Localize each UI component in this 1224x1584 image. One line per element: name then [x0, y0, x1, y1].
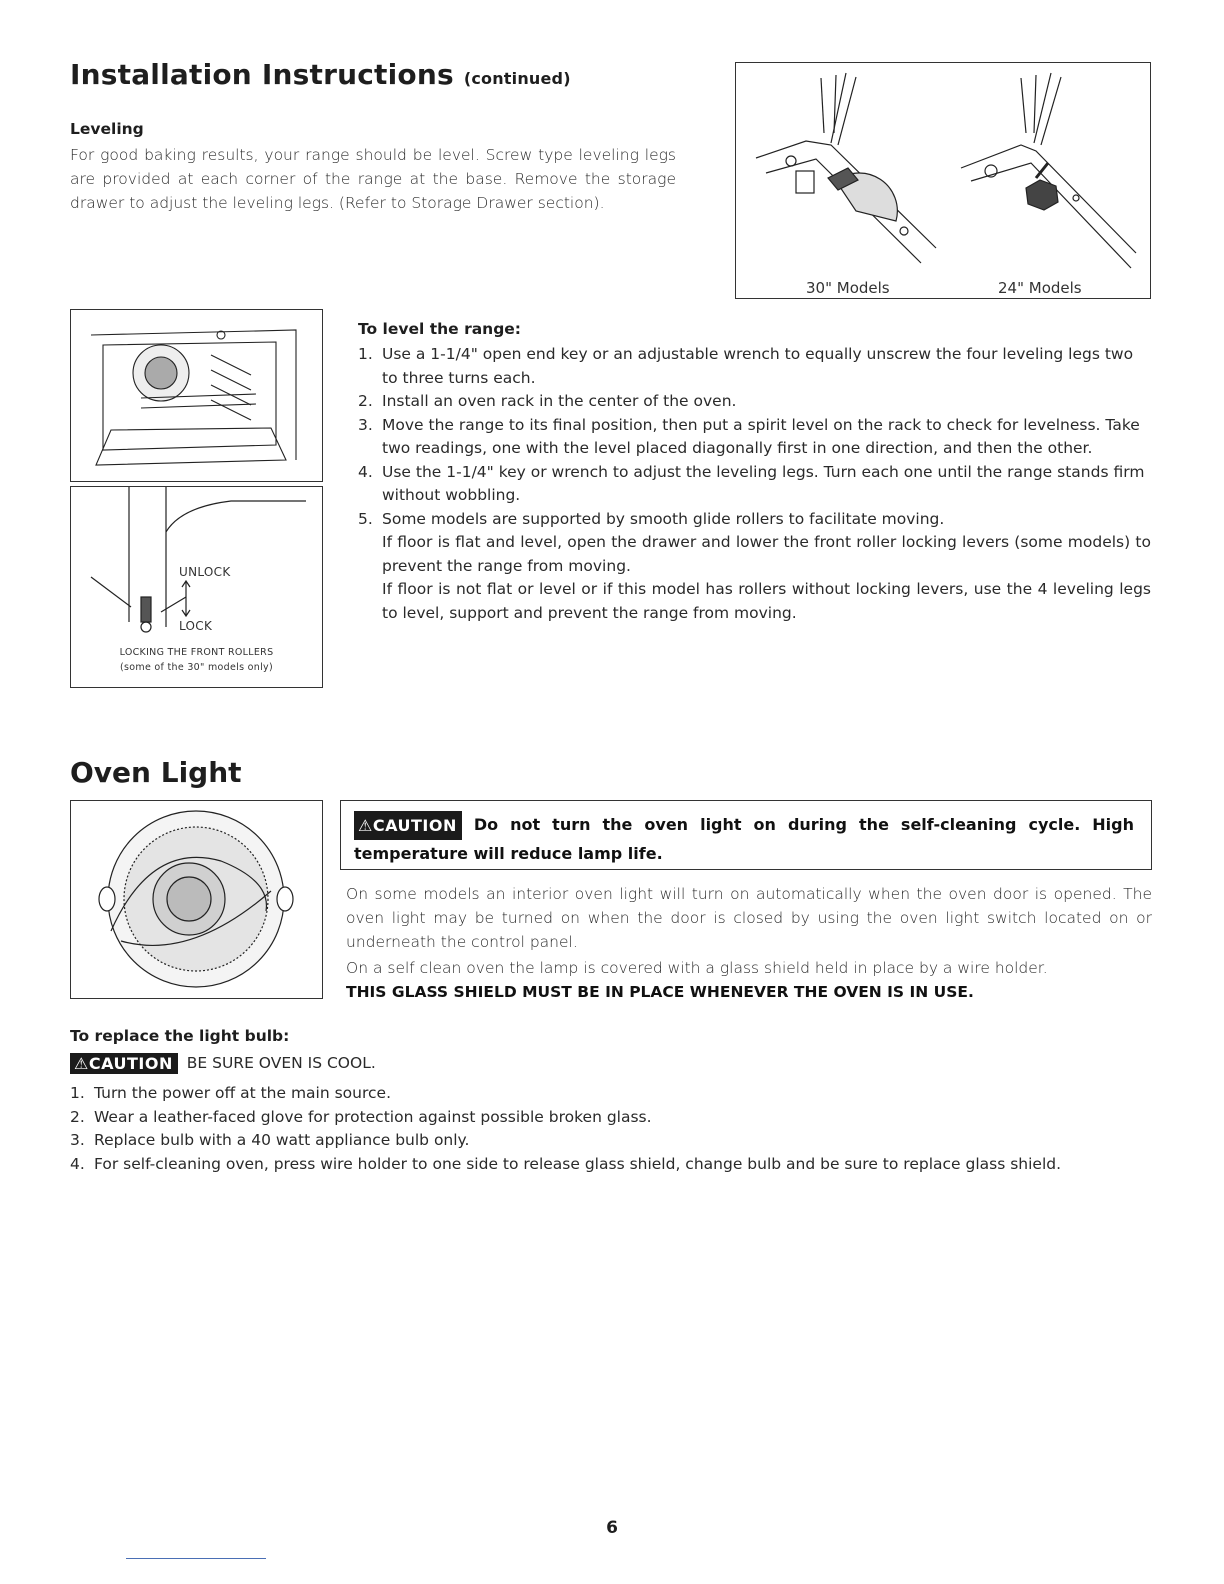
page-title — [70, 58, 571, 91]
step-text: Turn the power off at the main source. — [94, 1084, 391, 1102]
glass-shield-warning: THIS GLASS SHIELD MUST BE IN PLACE WHENEVER THE OVEN IS IN USE. — [346, 983, 974, 1001]
list-item — [70, 1129, 1160, 1153]
list-item — [358, 343, 1151, 390]
step-number: 1. — [358, 345, 373, 363]
list-item — [70, 1082, 1160, 1106]
oven-light-heading: Oven Light — [70, 756, 242, 789]
caption-30-models: 30" Models — [806, 279, 890, 297]
step-text: Some models are supported by smooth glide rollers to facilitate moving. — [382, 509, 945, 528]
step-text: Use the 1-1/4" key or wrench to adjust the leveling legs. Turn each one until the range stands firm without wobbling. — [382, 462, 1145, 504]
replace-steps-list — [70, 1082, 1160, 1176]
roller-lock-illustration — [71, 487, 322, 637]
footer-divider — [126, 1558, 266, 1559]
list-item — [70, 1106, 1160, 1130]
replace-caution-line — [70, 1053, 376, 1074]
step-number: 3. — [358, 415, 373, 434]
roller-caption-line1: LOCKING THE FRONT ROLLERS — [119, 647, 274, 658]
roller-caption-line2: (some of the 30" models only) — [120, 662, 273, 673]
leveling-heading: Leveling — [70, 120, 144, 138]
step-text: Move the range to its final position, then put a spirit level on the rack to check for levelness. Take two readings, one with the level placed diagonally first in one direction, and then the other. — [382, 415, 1140, 457]
list-item — [70, 1153, 1160, 1177]
roller-lock-figure — [70, 486, 323, 688]
step5-floor-flat: If floor is flat and level, open the drawer and lower the front roller locking levers (some models) to prevent the range from moving. — [382, 533, 1151, 575]
caution-badge: ⚠CAUTION — [70, 1053, 178, 1074]
page-number: 6 — [606, 1518, 618, 1538]
step-number: 4. — [70, 1154, 85, 1173]
step-number: 3. — [70, 1131, 85, 1149]
page-title-suffix: (continued) — [463, 69, 571, 88]
level-steps — [358, 343, 1151, 625]
replace-caution-text: BE SURE OVEN IS COOL. — [186, 1054, 376, 1072]
leveling-legs-figure — [735, 62, 1151, 299]
list-item — [358, 461, 1151, 508]
level-steps-list — [358, 343, 1151, 625]
step-number: 4. — [358, 462, 373, 481]
list-item — [358, 414, 1151, 461]
list-item — [358, 508, 1151, 626]
replace-steps — [70, 1082, 1160, 1176]
oven-rack-illustration — [71, 310, 322, 481]
caution-badge: ⚠CAUTION — [354, 811, 462, 840]
lock-label: LOCK — [179, 619, 213, 633]
step-number: 5. — [358, 509, 373, 528]
unlock-label: UNLOCK — [179, 565, 231, 579]
step-number: 2. — [70, 1107, 85, 1126]
level-procedure-heading: To level the range: — [358, 320, 522, 338]
leveling-intro: For good baking results, your range should be level. Screw type leveling legs are provided at each corner of the range at the base. Remove the storage drawer to adjust the leveling legs. (Refer to Storage Drawer section). — [70, 146, 676, 212]
step-text: Use a 1-1/4" open end key or an adjustable wrench to equally unscrew the four leveling legs two to three turns each. — [382, 345, 1134, 387]
caution-text: Do not turn the oven light on during the self-cleaning cycle. High temperature will reduce lamp life. — [354, 815, 1134, 863]
step-text: Replace bulb with a 40 watt appliance bulb only. — [94, 1131, 470, 1149]
oven-light-caution-box — [340, 800, 1152, 870]
step-text: Wear a leather-faced glove for protection against possible broken glass. — [94, 1107, 652, 1126]
step-number: 1. — [70, 1084, 85, 1102]
caution-message — [354, 811, 1134, 867]
caption-24-models: 24" Models — [998, 279, 1082, 297]
step-text: For self-cleaning oven, press wire holder to one side to release glass shield, change bulb and be sure to replace glass shield. — [94, 1154, 1062, 1173]
page-title-text: Installation Instructions — [70, 58, 454, 91]
oven-rack-figure — [70, 309, 323, 482]
oven-light-para-2: On a self clean oven the lamp is covered with a glass shield held in place by a wire holder. — [346, 959, 1048, 977]
leveling-legs-illustration — [736, 63, 1150, 298]
step5-floor-not-flat: If floor is not flat or level or if this model has rollers without locking levers, use the 4 leveling legs to level, support and prevent the range from moving. — [382, 580, 1151, 622]
oven-light-illustration — [71, 801, 322, 998]
step-text: Install an oven rack in the center of the oven. — [382, 392, 737, 410]
oven-light-para-1: On some models an interior oven light will turn on automatically when the oven door is opened. The oven light may be turned on when the door is closed by using the oven light switch located on or underneath the control panel. — [346, 885, 1152, 951]
list-item — [358, 390, 1151, 414]
step-number: 2. — [358, 392, 373, 410]
replace-bulb-heading: To replace the light bulb: — [70, 1027, 290, 1045]
oven-light-figure — [70, 800, 323, 999]
